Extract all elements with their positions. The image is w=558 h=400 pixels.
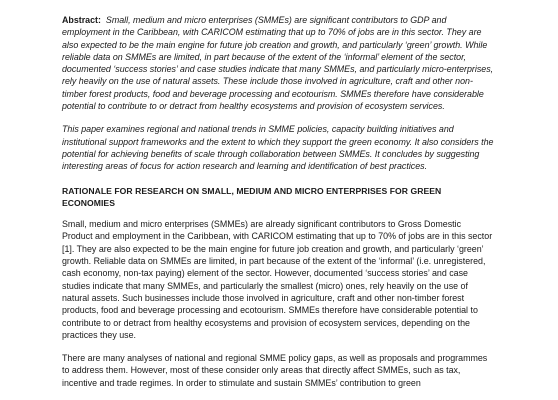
abstract-paragraph xyxy=(62,14,494,112)
body-paragraph-1: Small, medium and micro enterprises (SMMEs) are already significant contributors to Gross Domestic Product and employment in the Caribbean, with CARICOM estimating that up to 70% of jobs are in this sector [1]. They are also expected to be the main engine for future job creation and growth, and particularly ‘green’ growth. Reliable data on SMMEs are limited, in part because of the extent of the ‘informal’ (i.e. unregistered, cash economy, non-tax paying) element of the sector. However, documented ‘success stories’ and case studies indicate that many SMMEs, and particularly the smallest (micro) ones, rely heavily on the use of natural assets. Such businesses include those involved in agriculture, craft and other non-timber forest products, food and beverage processing and ecotourism. SMMEs therefore have considerable potential to contribute to or detract from healthy ecosystems and provision of ecosystem services, depending on the practices they use. xyxy=(62,219,493,340)
intro-paragraph: This paper examines regional and national trends in SMME policies, capacity building initiatives and institutional support frameworks and the extent to which they support the green economy. It also considers the potential for achieving benefits of scale through collaboration between SMMEs. It concludes by suggesting interesting areas of focus for action research and learning and identification of best practices. xyxy=(62,124,494,172)
abstract-text: Small, medium and micro enterprises (SMMEs) are significant contributors to GDP and employment in the Caribbean, with CARICOM estimating that up to 70% of jobs are in this sector. They are also expected to be the main engine for future job creation and growth, and particularly ‘green’ growth. While reliable data on SMMEs are limited, in part because of the extent of the ‘informal’ element of the sector, documented ‘success stories’ and case studies indicate that many SMMEs, and particularly micro-enterprises, rely heavily on the use of natural assets. These include those involved in agriculture, craft and other non-timber forest products, food and beverage processing and ecotourism. SMMEs therefore have considerable potential to contribute to or detract from healthy ecosystems and provision of ecosystem services. xyxy=(62,15,494,112)
abstract-label: Abstract: xyxy=(62,15,101,25)
document-body xyxy=(62,14,494,400)
section-heading: RATIONALE FOR RESEARCH ON SMALL, MEDIUM AND MICRO ENTERPRISES FOR GREEN ECONOMIES xyxy=(62,185,442,208)
body-paragraph-2: There are many analyses of national and regional SMME policy gaps, as well as proposals and programmes to address them. However, most of these consider only areas that directly affect SMMEs, such as tax, incentive and trade regimes. In order to stimulate and sustain SMMEs’ contribution to green xyxy=(62,353,488,388)
